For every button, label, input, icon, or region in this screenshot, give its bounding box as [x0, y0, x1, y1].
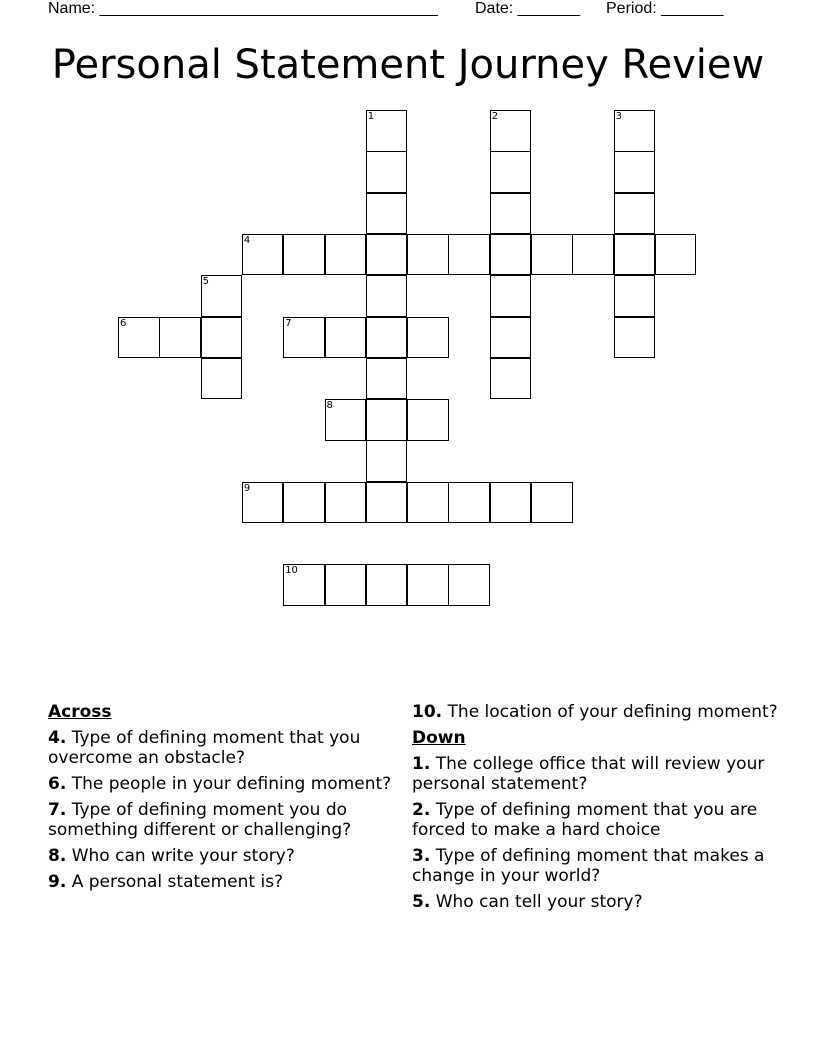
- clue-text: A personal statement is?: [71, 872, 284, 892]
- period-field-label: Period: _______: [606, 0, 724, 17]
- crossword-cell[interactable]: [407, 564, 449, 606]
- crossword-cell[interactable]: [614, 193, 656, 235]
- down-heading: Down: [412, 728, 466, 748]
- crossword-cell[interactable]: [531, 234, 573, 276]
- across-heading: Across: [48, 702, 112, 722]
- crossword-cell[interactable]: [490, 317, 532, 359]
- crossword-cell[interactable]: [366, 151, 408, 193]
- crossword-cell[interactable]: [490, 110, 532, 152]
- clue-number: 1.: [412, 754, 431, 774]
- crossword-cell[interactable]: [366, 440, 408, 482]
- cell-number: 5: [202, 276, 209, 288]
- clue-text: The people in your defining moment?: [71, 774, 392, 794]
- clue-number: 2.: [412, 800, 431, 820]
- crossword-cell[interactable]: [366, 110, 408, 152]
- crossword-cell[interactable]: [366, 358, 408, 400]
- crossword-cell[interactable]: [490, 358, 532, 400]
- cell-number: 6: [120, 317, 127, 329]
- crossword-cell[interactable]: [490, 193, 532, 235]
- clue-across-10: [412, 702, 782, 722]
- crossword-cell[interactable]: [572, 234, 614, 276]
- crossword-cell[interactable]: [614, 151, 656, 193]
- clue-across-7: [48, 800, 398, 840]
- clues-right-column: [412, 702, 782, 918]
- clue-text: The location of your defining moment?: [447, 702, 778, 722]
- crossword-cell[interactable]: [614, 275, 656, 317]
- crossword-cell[interactable]: [490, 234, 532, 276]
- crossword-cell[interactable]: [366, 482, 408, 524]
- crossword-cell[interactable]: [448, 234, 490, 276]
- clue-across-9: [48, 872, 398, 892]
- clue-number: 10.: [412, 702, 443, 722]
- crossword-cell[interactable]: [283, 564, 325, 606]
- crossword-cell[interactable]: [366, 193, 408, 235]
- clue-text: Type of defining moment you do something different or challenging?: [48, 800, 352, 840]
- clue-text: Who can tell your story?: [435, 892, 643, 912]
- crossword-cell[interactable]: [614, 110, 656, 152]
- clues-left-column: [48, 702, 398, 898]
- clue-text: Who can write your story?: [71, 846, 295, 866]
- clue-text: Type of defining moment that you are forced to make a hard choice: [412, 800, 758, 840]
- cell-number: 1: [367, 111, 375, 122]
- date-field-label: Date: _______: [475, 0, 580, 17]
- crossword-cell[interactable]: [118, 317, 160, 359]
- crossword-cell[interactable]: [407, 317, 449, 359]
- crossword-cell[interactable]: [614, 234, 656, 276]
- clue-down-3: [412, 846, 782, 886]
- crossword-cell[interactable]: [655, 234, 697, 276]
- crossword-cell[interactable]: [366, 234, 408, 276]
- crossword-cell[interactable]: [366, 564, 408, 606]
- crossword-cell[interactable]: [201, 317, 243, 359]
- clue-number: 7.: [48, 800, 67, 820]
- crossword-cell[interactable]: [531, 482, 573, 524]
- crossword-cell[interactable]: [490, 275, 532, 317]
- clue-across-4: [48, 728, 398, 768]
- crossword-cell[interactable]: [159, 317, 201, 359]
- crossword-cell[interactable]: [325, 564, 367, 606]
- clue-text: Type of defining moment that you overcome an obstacle?: [48, 728, 361, 768]
- crossword-cell[interactable]: [407, 234, 449, 276]
- crossword-cell[interactable]: [283, 234, 325, 276]
- clue-number: 4.: [48, 728, 67, 748]
- name-field-label: Name: ______________________________________: [48, 0, 438, 17]
- crossword-cell[interactable]: [366, 275, 408, 317]
- crossword-cell[interactable]: [283, 482, 325, 524]
- clue-number: 3.: [412, 846, 431, 866]
- crossword-cell[interactable]: [490, 482, 532, 524]
- crossword-cell[interactable]: [490, 151, 532, 193]
- page-title: Personal Statement Journey Review: [51, 42, 765, 88]
- crossword-cell[interactable]: [407, 399, 449, 441]
- clue-text: The college office that will review your personal statement?: [412, 754, 765, 794]
- crossword-cell[interactable]: [407, 482, 449, 524]
- clue-number: 6.: [48, 774, 67, 794]
- crossword-cell[interactable]: [242, 482, 284, 524]
- clue-down-5: [412, 892, 782, 912]
- crossword-cell[interactable]: [448, 564, 490, 606]
- clue-number: 8.: [48, 846, 67, 866]
- cell-number: 7: [285, 317, 292, 329]
- cell-number: 2: [491, 111, 499, 122]
- crossword-cell[interactable]: [325, 317, 367, 359]
- crossword-cell[interactable]: [448, 482, 490, 524]
- crossword-cell[interactable]: [366, 317, 408, 359]
- crossword-cell[interactable]: [201, 275, 243, 317]
- clue-number: 9.: [48, 872, 67, 892]
- crossword-cell[interactable]: [325, 482, 367, 524]
- clue-down-1: [412, 754, 782, 794]
- clue-across-6: [48, 774, 398, 794]
- cell-number: 3: [615, 111, 622, 122]
- clue-text: Type of defining moment that makes a change in your world?: [412, 846, 765, 886]
- crossword-cell[interactable]: [283, 317, 325, 359]
- clue-number: 5.: [412, 892, 431, 912]
- crossword-cell[interactable]: [614, 317, 656, 359]
- crossword-cell[interactable]: [325, 234, 367, 276]
- crossword-cell[interactable]: [366, 399, 408, 441]
- cell-number: 9: [243, 482, 251, 494]
- cell-number: 4: [243, 234, 251, 246]
- crossword-cell[interactable]: [325, 399, 367, 441]
- clue-down-2: [412, 800, 782, 840]
- cell-number: 10: [285, 565, 298, 577]
- clue-across-8: [48, 846, 398, 866]
- cell-number: 8: [326, 400, 333, 412]
- crossword-cell[interactable]: [242, 234, 284, 276]
- crossword-cell[interactable]: [201, 358, 243, 400]
